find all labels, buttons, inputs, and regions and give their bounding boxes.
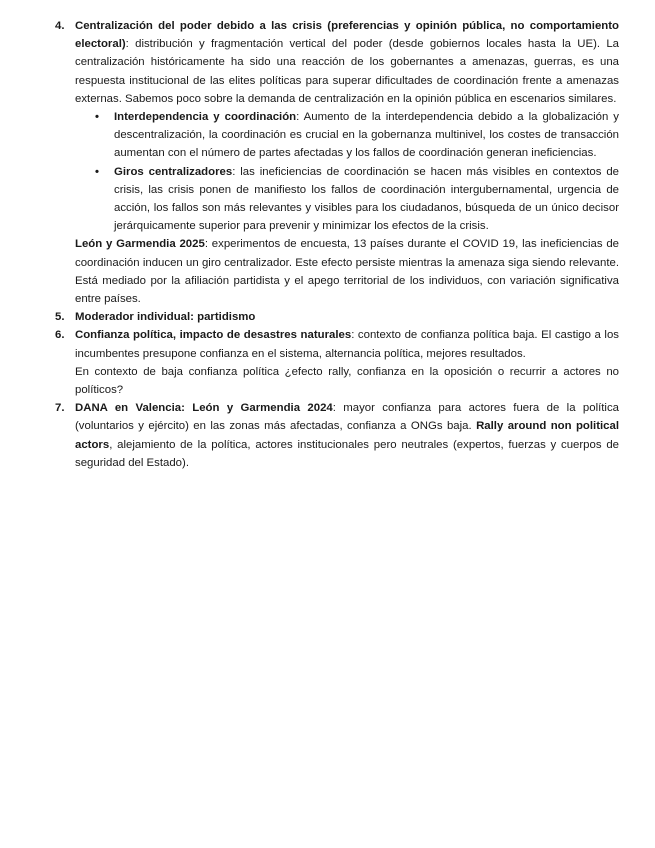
- item-text: : distribución y fragmentación vertical del poder (desde gobiernos locales hasta la UE). La centralización históricamente ha sido una reacción de los gobernantes a amenazas, guerras, es una respuesta institucional de las elites políticas para superar dificultades de coordinación frente a amenazas externas. Sabemos poco sobre la demanda de centralización en la opinión pública en escenarios similares.: [75, 38, 619, 105]
- bullet-list: [75, 108, 619, 235]
- item-title: Confianza política, impacto de desastres naturales: [75, 329, 352, 342]
- item-title: Moderador individual: partidismo: [75, 311, 256, 324]
- list-item-5: [55, 308, 619, 326]
- bullet-text: : las ineficiencias de coordinación se hacen más visibles en contextos de crisis, las crisis ponen de manifiesto los fallos de coordinación intergubernamental, urgencia de acción, los fallos son más relevantes y visibles para los ciudadanos, búsqueda de un único decisor jerárquicamente superior para prevenir y minimizar los efectos de la crisis.: [114, 165, 619, 233]
- citation-title: León y Garmendia 2025: [75, 238, 205, 251]
- item-paragraph: [75, 399, 619, 472]
- item-text: : contexto de confianza política baja. El castigo a los incumbentes presupone confianza en el sistema, alternancia política, mejores resultados.: [75, 329, 619, 360]
- item-paragraph: [75, 235, 619, 308]
- item-title: Centralización del poder debido a las crisis (preferencias y opinión pública, no comportamiento electoral): [75, 20, 619, 51]
- bullet-title: Interdependencia y coordinación: [114, 111, 297, 124]
- bullet-item: [114, 108, 619, 163]
- item-text: , alejamiento de la política, actores institucionales pero neutrales (expertos, fuerzas y cuerpos de seguridad del Estado).: [75, 438, 619, 469]
- item-number: 4.: [55, 20, 65, 32]
- item-emphasis: Rally around non political actors: [75, 420, 620, 451]
- list-item-4: [55, 17, 619, 308]
- item-paragraph: En contexto de baja confianza política ¿efecto rally, confianza en la oposición o recurrir a actores no políticos?: [75, 365, 619, 397]
- item-paragraph: [75, 308, 619, 326]
- item-text: : mayor confianza para actores fuera de la política (voluntarios y ejército) en las zonas más afectadas, confianza a ONGs baja.: [75, 402, 619, 433]
- item-title: DANA en Valencia: León y Garmendia 2024: [75, 402, 333, 415]
- item-number: 6.: [55, 329, 65, 342]
- list-item-6: [55, 326, 619, 399]
- item-number: 5.: [55, 311, 65, 324]
- bullet-title: Giros centralizadores: [114, 165, 233, 178]
- bullet-item: [114, 163, 619, 236]
- citation-text: : experimentos de encuesta, 13 países durante el COVID 19, las ineficiencias de coordinación inducen un giro centralizador. Este efecto persiste mientras la amenaza siga siendo relevante. Está mediado por la afiliación partidista y el apego territorial de los individuos, con variación significativa entre países.: [75, 238, 619, 306]
- item-number: 7.: [55, 402, 65, 415]
- list-item-7: [55, 399, 620, 472]
- item-paragraph: [75, 326, 619, 362]
- item-paragraph: [75, 17, 619, 108]
- bullet-text: : Aumento de la interdependencia debido a la globalización y descentralización, la coordinación es crucial en la gobernanza multinivel, los costes de transacción aumentan con el número de partes afectadas y los fallos de coordinación generan ineficiencias.: [114, 111, 619, 160]
